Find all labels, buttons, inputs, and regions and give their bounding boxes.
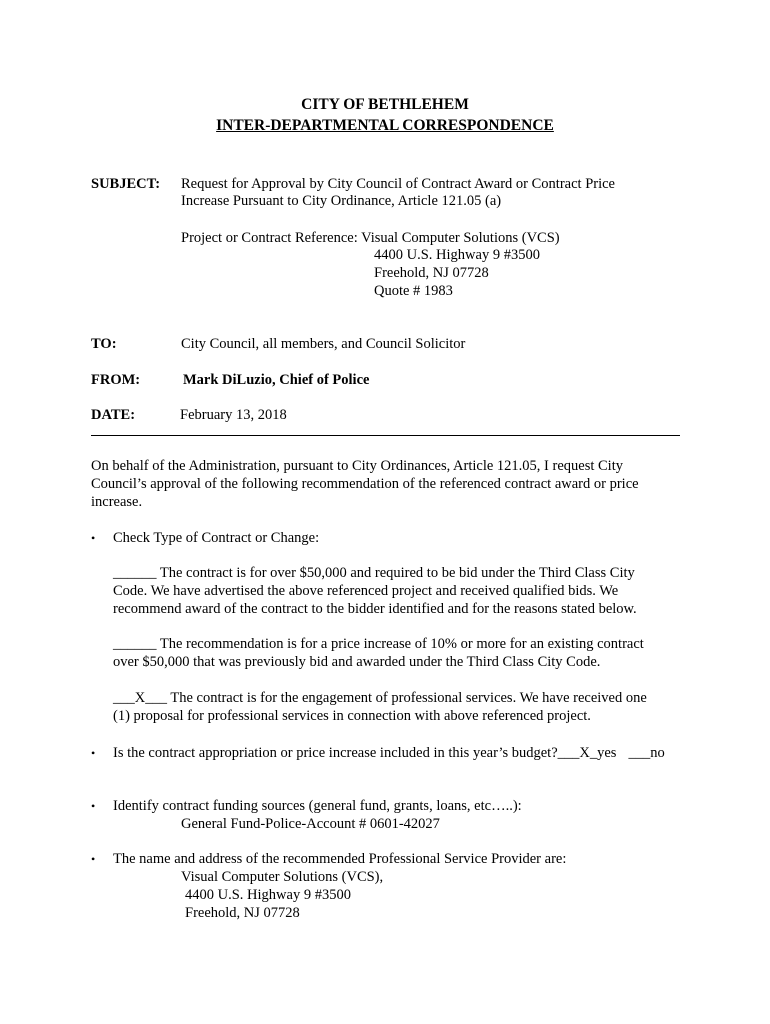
option-3-text: The contract is for the engagement of professional services. We have received one xyxy=(166,690,647,706)
budget-no-label: no xyxy=(650,745,665,761)
option-3-line-1 xyxy=(113,689,647,707)
funding-question: Identify contract funding sources (general fund, grants, loans, etc…..): xyxy=(113,798,522,814)
funding-value: General Fund-Police-Account # 0601-42027 xyxy=(181,816,440,832)
budget-yes-mark: ___X_ xyxy=(557,745,598,761)
from-label: FROM: xyxy=(91,372,141,388)
subject-line-2: Increase Pursuant to City Ordinance, Article 121.05 (a) xyxy=(181,193,502,209)
option-2-line-1: ______ The recommendation is for a price increase of 10% or more for an existing contract xyxy=(113,636,644,652)
budget-yes-label: yes xyxy=(597,745,617,761)
budget-question xyxy=(113,744,665,762)
intro-line-2: Council’s approval of the following recommendation of the referenced contract award or price xyxy=(91,476,639,492)
bullet-icon: • xyxy=(91,531,96,545)
bullet-icon: • xyxy=(91,852,96,866)
org-title: CITY OF BETHLEHEM xyxy=(301,96,469,113)
divider-rule xyxy=(91,435,680,436)
intro-line-3: increase. xyxy=(91,494,143,510)
intro-line-1: On behalf of the Administration, pursuant to City Ordinances, Article 121.05, I request City xyxy=(91,458,623,474)
to-label: TO: xyxy=(91,336,117,352)
option-1-line-2: Code. We have advertised the above referenced project and received qualified bids. We xyxy=(113,583,619,599)
provider-name: Visual Computer Solutions (VCS), xyxy=(181,869,384,885)
from-value: Mark DiLuzio, Chief of Police xyxy=(183,372,370,388)
check-type-heading: Check Type of Contract or Change: xyxy=(113,530,320,546)
option-2-line-2: over $50,000 that was previously bid and awarded under the Third Class City Code. xyxy=(113,654,601,670)
to-value: City Council, all members, and Council Solicitor xyxy=(181,336,466,352)
doc-type-title: INTER-DEPARTMENTAL CORRESPONDENCE xyxy=(216,117,554,134)
option-3-check-mark: ___X___ xyxy=(113,690,167,706)
budget-no-mark: ___ xyxy=(628,745,651,761)
bullet-icon: • xyxy=(91,799,96,813)
reference-quote: Quote # 1983 xyxy=(374,283,453,299)
provider-address-2: Freehold, NJ 07728 xyxy=(185,905,300,921)
provider-address-1: 4400 U.S. Highway 9 #3500 xyxy=(185,887,351,903)
bullet-icon: • xyxy=(91,746,96,760)
contract-reference: Project or Contract Reference: Visual Computer Solutions (VCS) xyxy=(181,230,560,246)
subject-label: SUBJECT: xyxy=(91,176,161,192)
option-1-line-1: ______ The contract is for over $50,000 and required to be bid under the Third Class City xyxy=(113,565,635,581)
reference-address-1: 4400 U.S. Highway 9 #3500 xyxy=(374,247,540,263)
date-label: DATE: xyxy=(91,407,136,423)
reference-address-2: Freehold, NJ 07728 xyxy=(374,265,489,281)
provider-question: The name and address of the recommended Professional Service Provider are: xyxy=(113,851,567,867)
subject-line-1: Request for Approval by City Council of Contract Award or Contract Price xyxy=(181,176,615,192)
option-3-line-2: (1) proposal for professional services in connection with above referenced project. xyxy=(113,708,591,724)
date-value: February 13, 2018 xyxy=(180,407,287,423)
budget-question-text: Is the contract appropriation or price increase included in this year’s budget? xyxy=(113,745,558,761)
option-1-line-3: recommend award of the contract to the bidder identified and for the reasons stated below. xyxy=(113,601,637,617)
